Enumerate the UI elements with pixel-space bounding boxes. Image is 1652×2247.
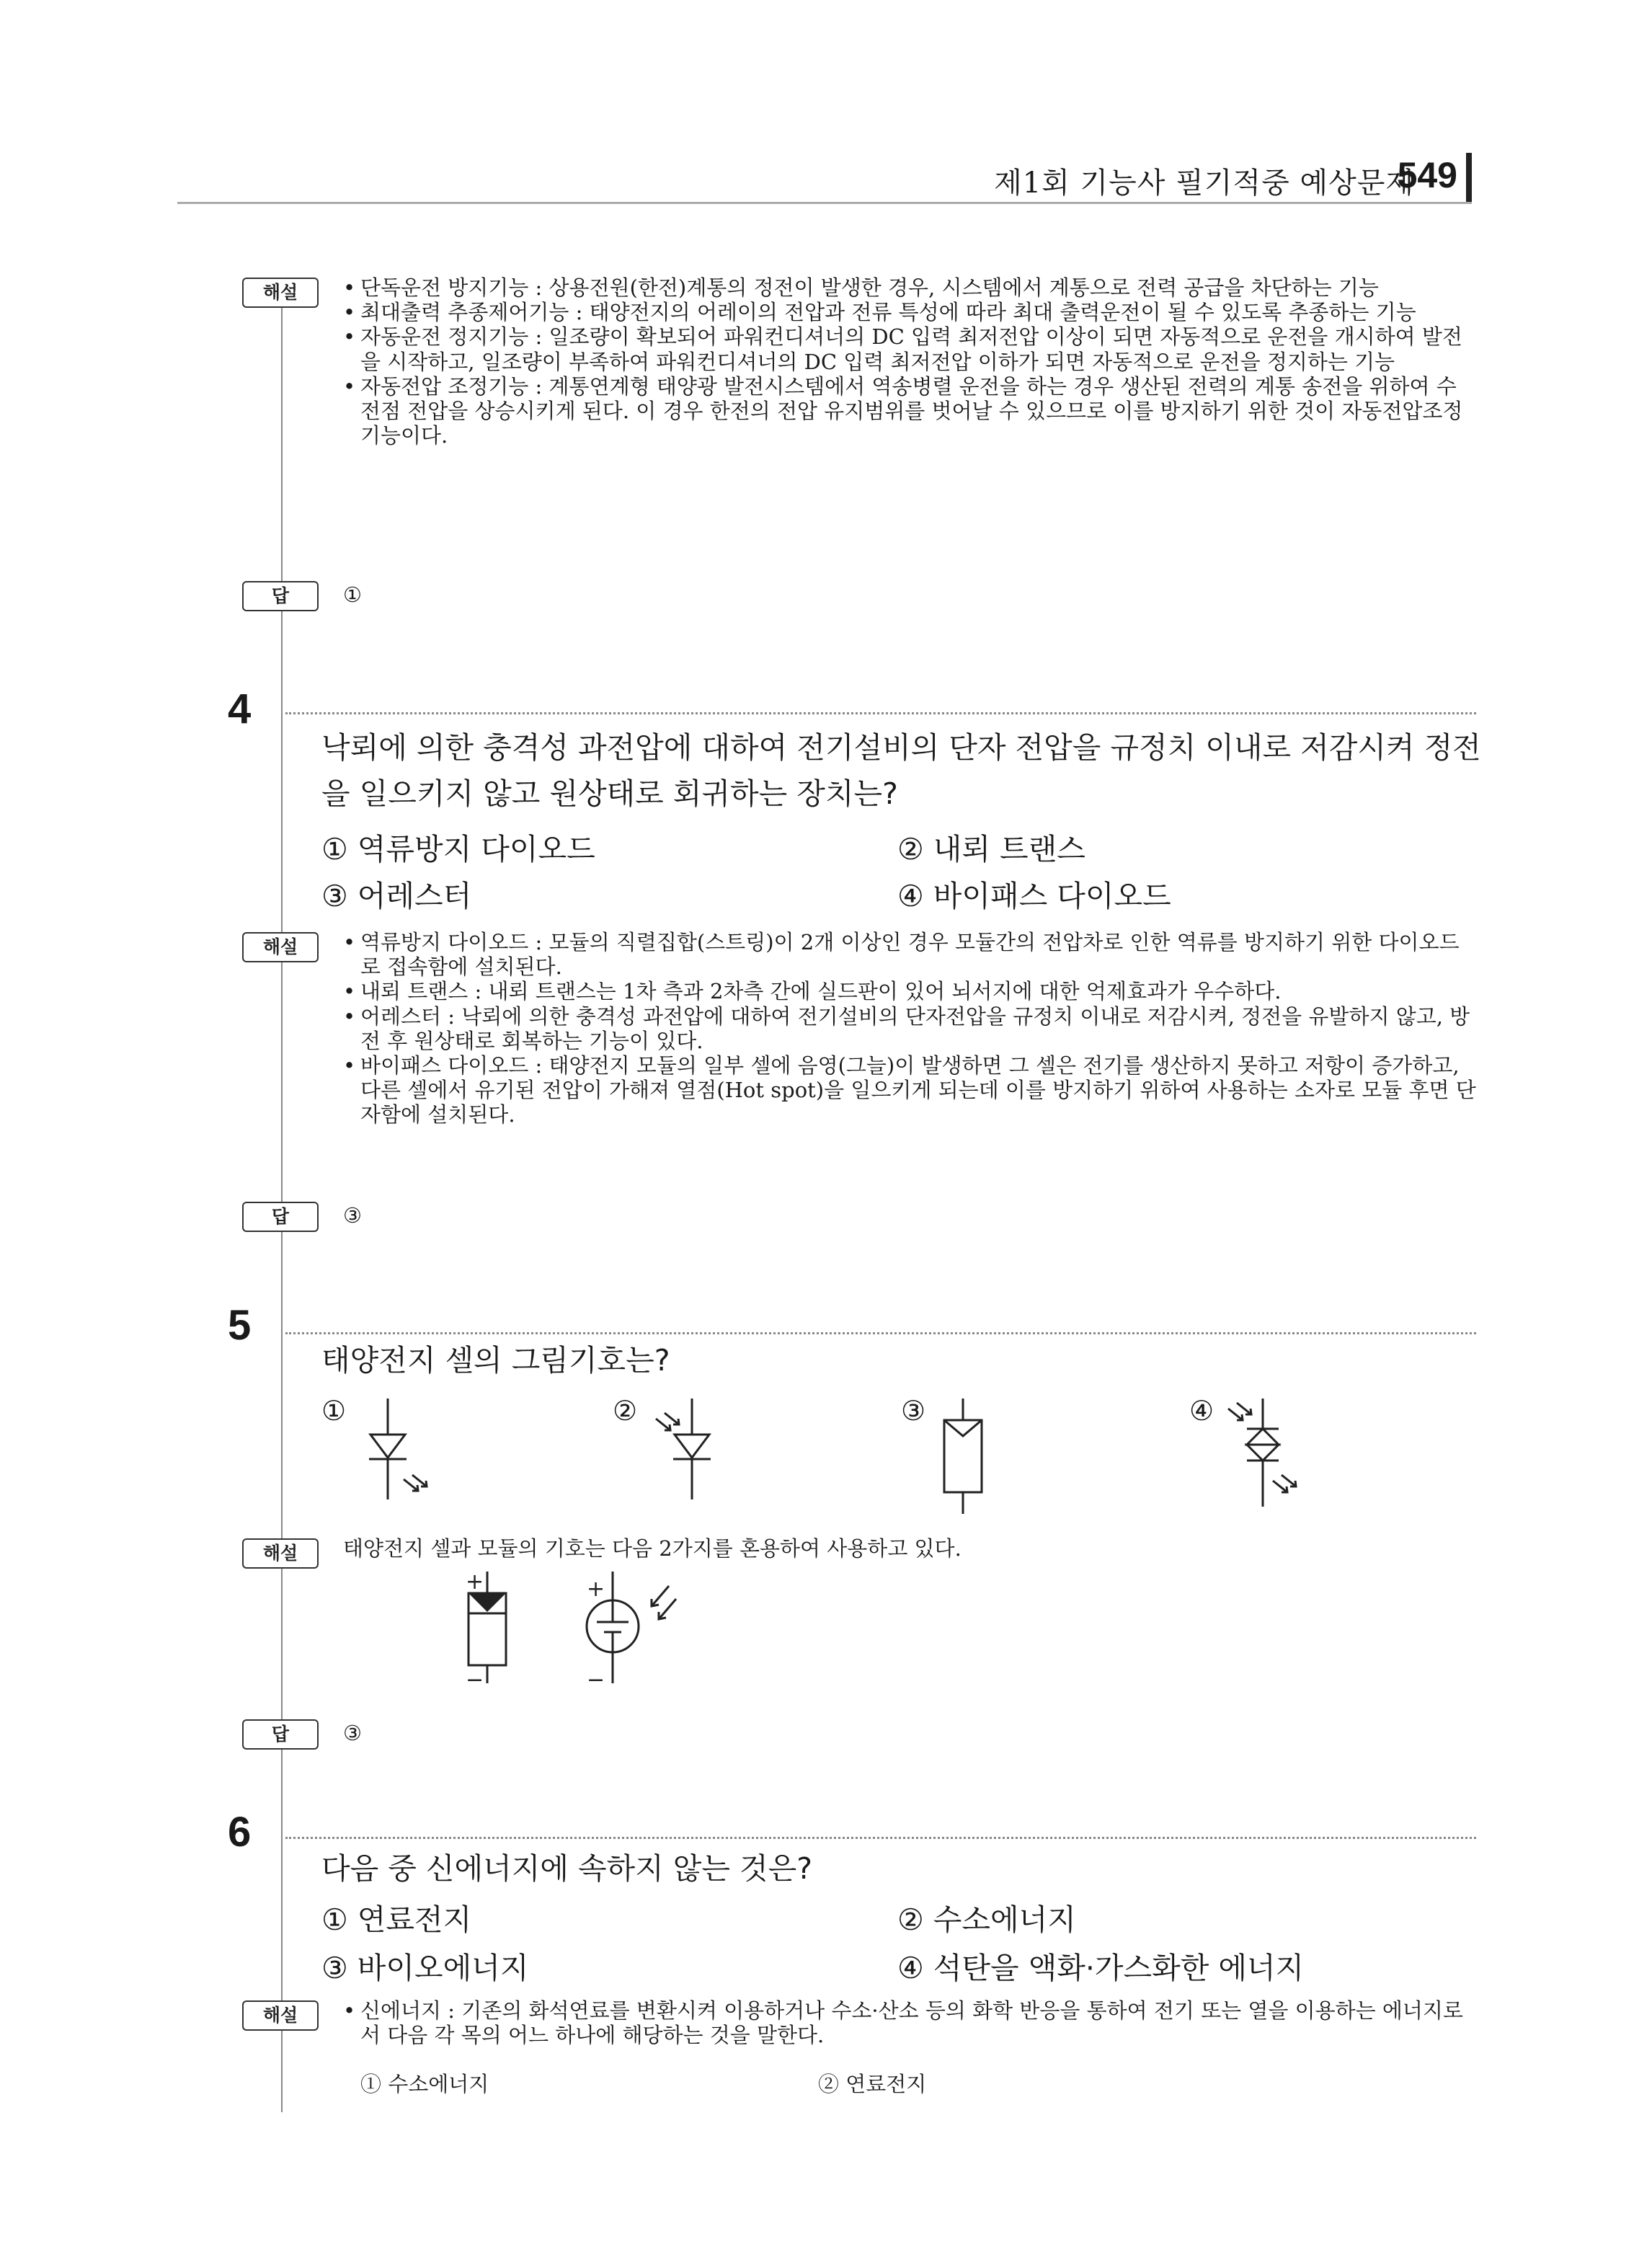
- explanation-item: • 자동운전 정지기능 : 일조량이 확보되어 파워컨디셔너의 DC 입력 최저전압 이상이 되면 자동적으로 운전을 개시하여 발전을 시작하고, 일조량이 부족하여 파워컨디셔너의 DC 입력 최저전압 이하가 되면 자동적으로 운전을 정지하는 기능: [343, 324, 1476, 373]
- q4-question-text: 낙뢰에 의한 충격성 과전압에 대하여 전기설비의 단자 전압을 규정치 이내로 저감시켜 정전을 일으키지 않고 원상태로 회귀하는 장치는?: [321, 730, 1481, 811]
- q6-explanation: [343, 1998, 1476, 2047]
- q4-option-1: ① 역류방지 다이오드: [321, 832, 595, 867]
- header-bar: [1466, 153, 1472, 203]
- solar-module-symbol-icon: [447, 1569, 526, 1693]
- question-number: 5: [228, 1302, 252, 1349]
- question-divider: [285, 712, 1476, 714]
- page-number: 549: [1397, 155, 1457, 195]
- q6-question-text: 다음 중 신에너지에 속하지 않는 것은?: [321, 1851, 813, 1886]
- running-header-title: 제1회 기능사 필기적중 예상문제: [994, 167, 1414, 200]
- explanation-tag: 해설: [242, 2000, 319, 2031]
- question-number: 4: [228, 686, 252, 732]
- q5-answer: ③: [343, 1721, 362, 1745]
- question-divider: [285, 1837, 1476, 1839]
- q4-option-2: ② 내뢰 트랜스: [897, 832, 1085, 867]
- explanation-item: • 어레스터 : 낙뢰에 의한 충격성 과전압에 대하여 전기설비의 단자전압을 규정치 이내로 저감시켜, 정전을 유발하지 않고, 방전 후 원상태로 회복하는 기능이 있다.: [343, 1004, 1476, 1053]
- q5-question-text: 태양전지 셀의 그림기호는?: [321, 1343, 670, 1378]
- explanation-item: • 신에너지 : 기존의 화석연료를 변환시켜 이용하거나 수소·산소 등의 화학 반응을 통하여 전기 또는 열을 이용하는 에너지로서 다음 각 목의 어느 하나에 해당하는 것을 말한다.: [343, 1998, 1476, 2047]
- q6-option-1: ① 연료전지: [321, 1902, 472, 1937]
- explanation-item: • 역류방지 다이오드 : 모듈의 직렬집합(스트링)이 2개 이상인 경우 모듈간의 전압차로 인한 역류를 방지하기 위한 다이오드로 접속함에 설치된다.: [343, 930, 1476, 979]
- left-guide-line: [281, 288, 283, 2112]
- q5-option-label-4: ④: [1189, 1395, 1214, 1427]
- pv-source-symbol-icon: [577, 1572, 685, 1693]
- question-number: 6: [228, 1809, 252, 1856]
- q5-option-label-3: ③: [901, 1395, 926, 1427]
- explanation-item: • 내뢰 트랜스 : 내뢰 트랜스는 1차 측과 2차측 간에 실드판이 있어 뇌서지에 대한 억제효과가 우수하다.: [343, 979, 1476, 1003]
- diode-symbol-light-out-icon: [360, 1399, 447, 1514]
- solar-cell-symbol-icon: [937, 1399, 995, 1521]
- explanation-item: • 단독운전 방지기능 : 상용전원(한전)계통의 정전이 발생한 경우, 시스템에서 계통으로 전력 공급을 차단하는 기능: [343, 275, 1476, 300]
- q4-explanation: [343, 930, 1476, 1127]
- answer-tag: 답: [242, 1719, 319, 1750]
- q5-option-label-1: ①: [321, 1395, 347, 1427]
- question-divider: [285, 1332, 1476, 1334]
- minus-sign: −: [587, 1667, 605, 1693]
- q4-answer: ③: [343, 1203, 362, 1228]
- explanation-tag: 해설: [242, 278, 319, 308]
- q6-option-3: ③ 바이오에너지: [321, 1951, 529, 1985]
- answer-tag: 답: [242, 1202, 319, 1232]
- explanation-tag: 해설: [242, 932, 319, 962]
- header-rule: [177, 202, 1472, 204]
- plus-sign: +: [587, 1577, 605, 1602]
- q5-explanation: 태양전지 셀과 모듈의 기호는 다음 2가지를 혼용하여 사용하고 있다.: [343, 1536, 962, 1561]
- photodiode-symbol-icon: [649, 1399, 735, 1514]
- q6-option-2: ② 수소에너지: [897, 1902, 1076, 1937]
- explanation-item: • 자동전압 조정기능 : 계통연계형 태양광 발전시스템에서 역송병렬 운전을 하는 경우 생산된 전력의 계통 송전을 위하여 수전점 전압을 상승시키게 된다. 이 경우 한전의 전압 유지범위를 벗어날 수 있으므로 이를 방지하기 위한 것이 자동전압조정 기능이다.: [343, 374, 1476, 448]
- q6-sub-item-1: ① 수소에너지: [360, 2072, 489, 2096]
- q4-option-4: ④ 바이패스 다이오드: [897, 879, 1171, 913]
- explanation-item: • 최대출력 추종제어기능 : 태양전지의 어레이의 전압과 전류 특성에 따라 최대 출력운전이 될 수 있도록 추종하는 기능: [343, 300, 1476, 324]
- q3-explanation: [343, 275, 1476, 448]
- answer-tag: 답: [242, 581, 319, 611]
- q6-option-4: ④ 석탄을 액화·가스화한 에너지: [897, 1951, 1305, 1985]
- bidirectional-diode-symbol-icon: [1225, 1399, 1312, 1521]
- explanation-item: • 바이패스 다이오드 : 태양전지 모듈의 일부 셀에 음영(그늘)이 발생하면 그 셀은 전기를 생산하지 못하고 저항이 증가하고, 다른 셀에서 유기된 전압이 가해져 열점(Hot spot)을 일으키게 되는데 이를 방지하기 위하여 사용하는 소자로 모듈 후면 단자함에 설치된다.: [343, 1053, 1476, 1127]
- q6-sub-item-2: ② 연료전지: [818, 2072, 927, 2096]
- q5-option-label-2: ②: [613, 1395, 638, 1427]
- plus-sign: +: [466, 1569, 484, 1595]
- minus-sign: −: [466, 1667, 484, 1693]
- q3-answer: ①: [343, 582, 362, 607]
- q4-option-3: ③ 어레스터: [321, 879, 472, 913]
- explanation-tag: 해설: [242, 1538, 319, 1569]
